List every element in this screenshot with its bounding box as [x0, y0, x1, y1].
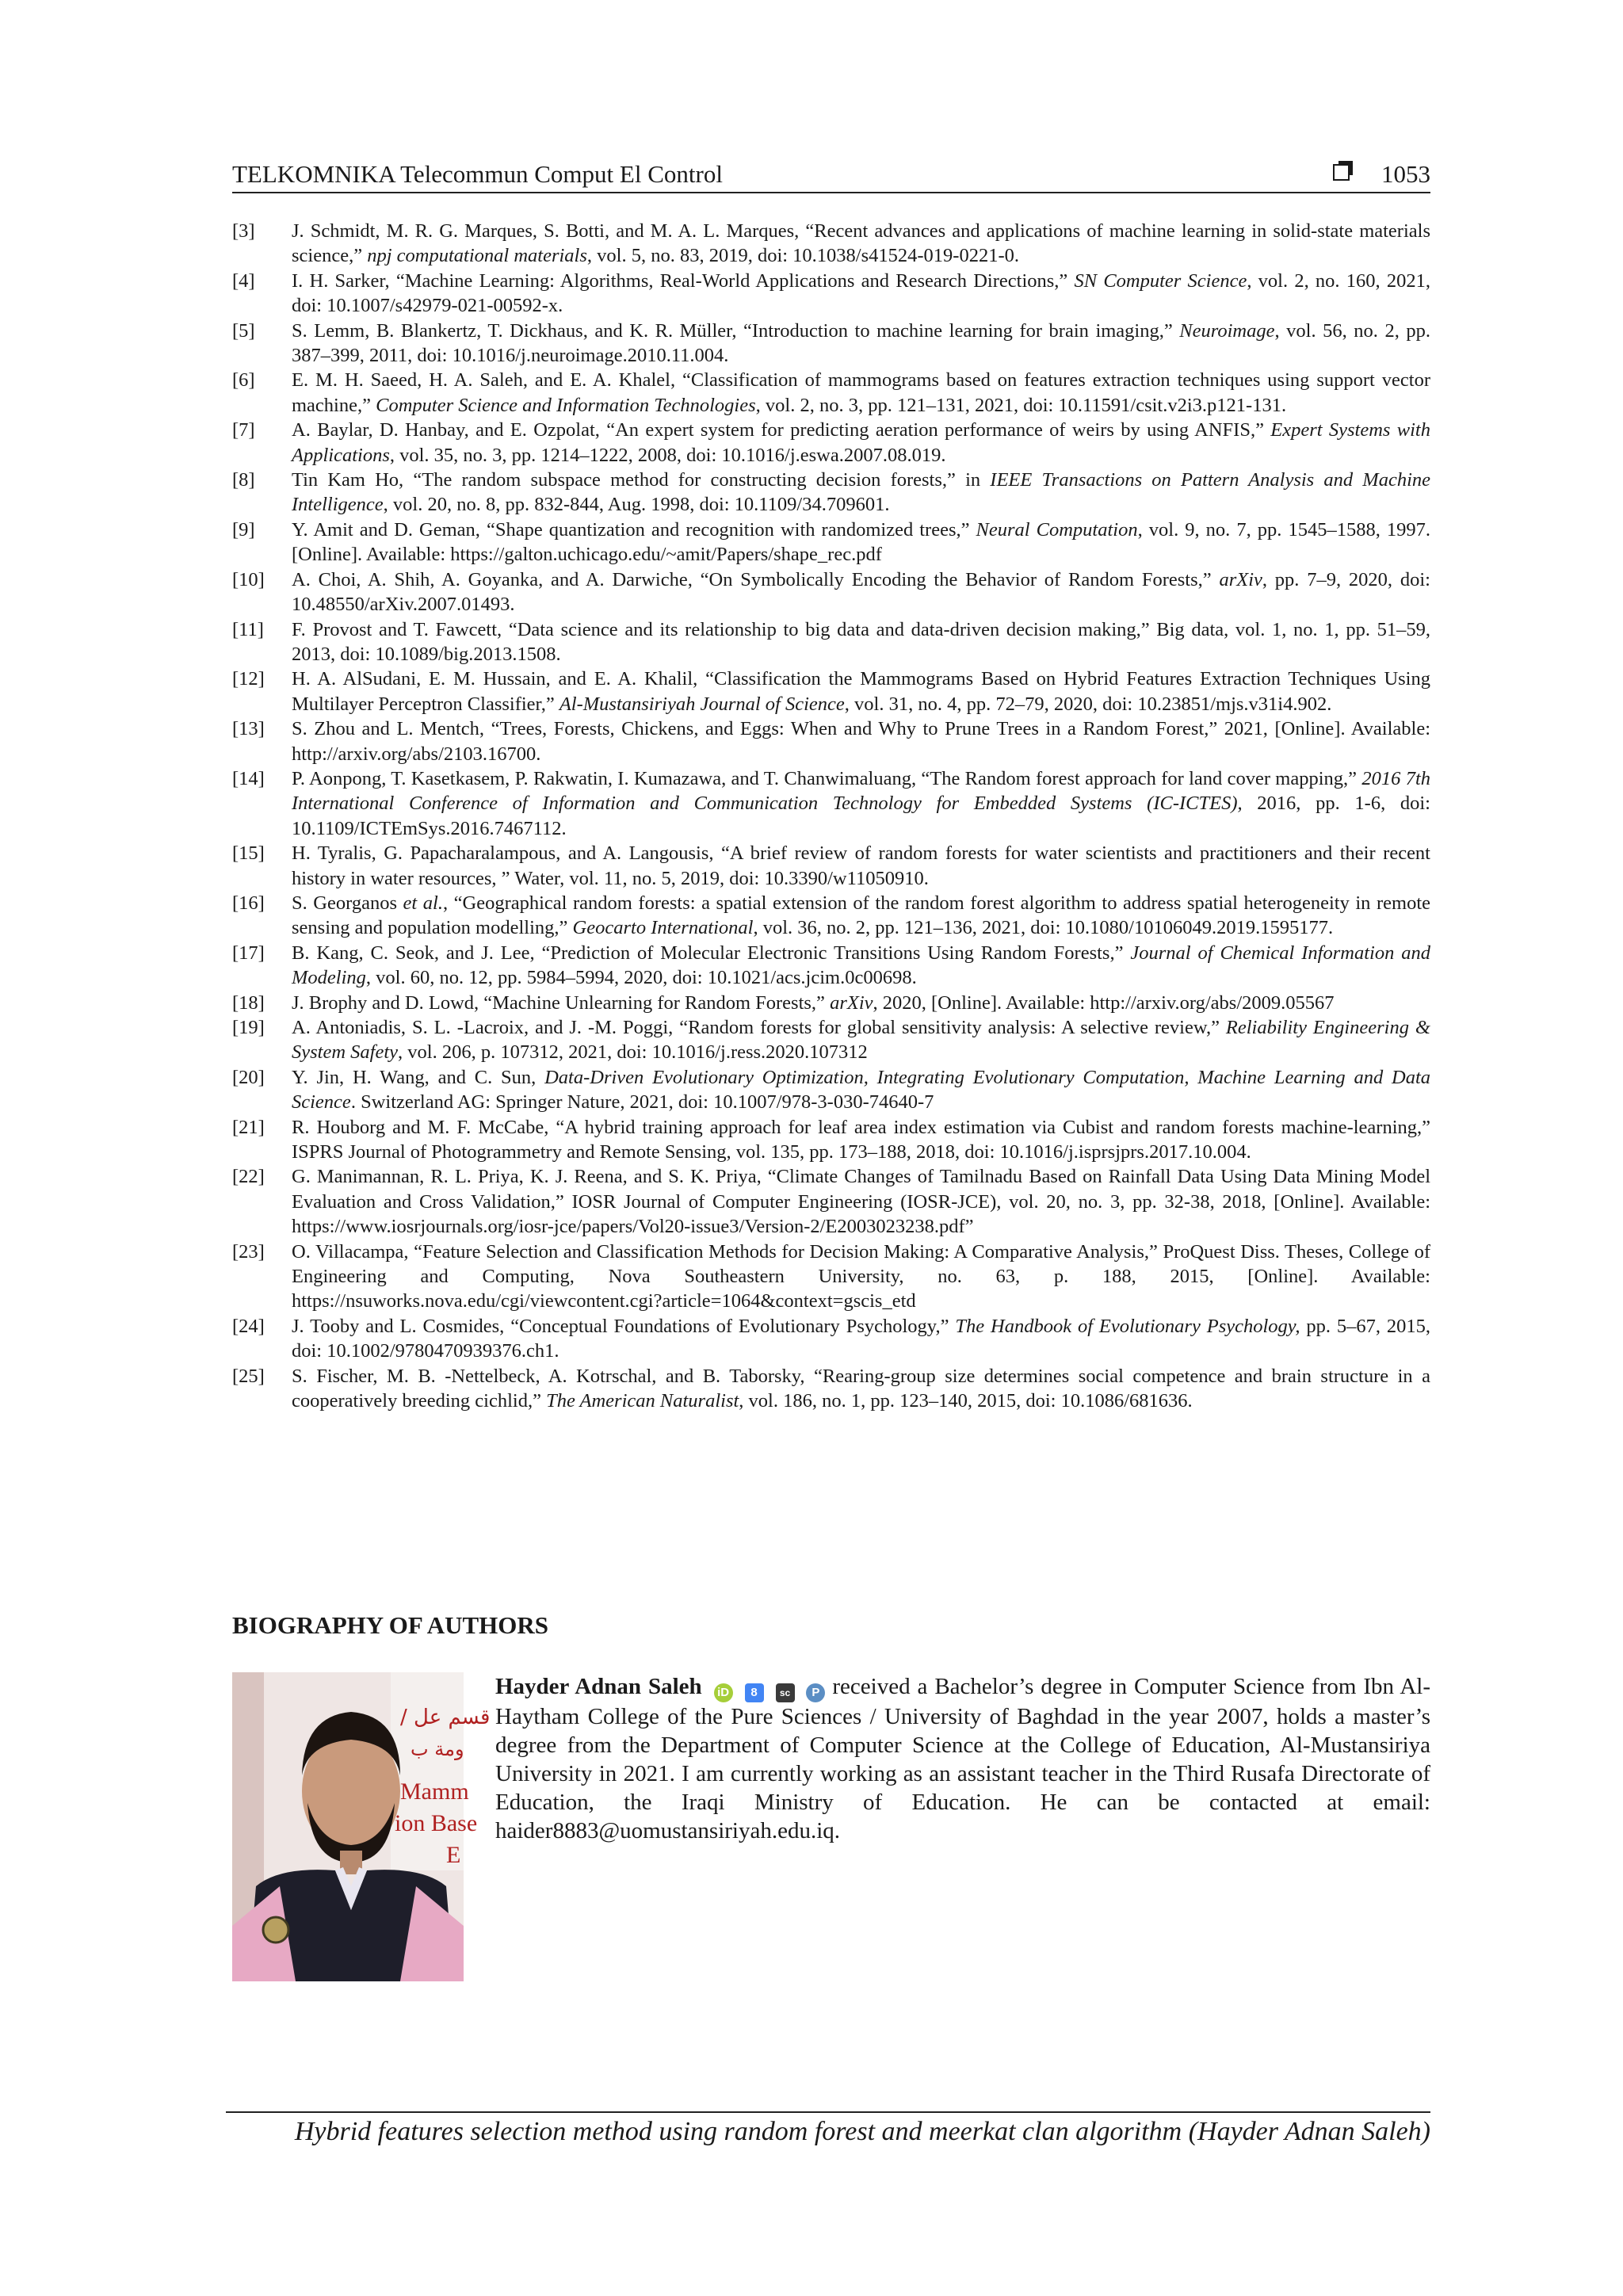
- reference-item: [232, 1015, 1430, 1065]
- reference-segment: F. Provost and T. Fawcett, “Data science and its relationship to big data and data-driven decision making,” Big data, vol. 1, no. 1, pp. 51–59, 2013, doi: 10.1089/big.2013.1508.: [292, 618, 1430, 665]
- reference-segment: , “Geographical random forests: a spatial extension of the random forest algorithm to address spatial heterogeneity in remote sensing and population modelling,”: [292, 892, 1431, 939]
- reference-segment: 2016, pp. 1-6, doi: 10.1109/ICTEmSys.2016.7467112.: [292, 793, 1430, 839]
- reference-segment: B. Kang, C. Seok, and J. Lee, “Prediction of Molecular Electronic Transitions Using Random Forests,”: [292, 942, 1131, 964]
- reference-text: [292, 667, 1430, 716]
- reference-item: [232, 1364, 1430, 1414]
- section-title: BIOGRAPHY OF AUTHORS: [232, 1611, 549, 1639]
- reference-item: [232, 617, 1430, 667]
- scopus-icon[interactable]: sc: [776, 1683, 795, 1702]
- reference-item: [232, 269, 1430, 319]
- banner-text-2: ومة ب: [411, 1738, 464, 1760]
- reference-text: [292, 991, 1430, 1015]
- reference-segment: P. Aonpong, T. Kasetkasem, P. Rakwatin, I. Kumazawa, and T. Chanwimaluang, “The Random forest approach for land cover mapping,”: [292, 767, 1362, 789]
- reference-text: [292, 1314, 1430, 1364]
- reference-segment: A. Baylar, D. Hanbay, and E. Ozpolat, “An expert system for predicting aeration performance of weirs by using ANFIS,”: [292, 419, 1271, 441]
- author-biography: [495, 1672, 1430, 1845]
- reference-venue: Neural Computation: [976, 518, 1138, 541]
- reference-segment: , pp. 7–9, 2020, doi: 10.48550/arXiv.2007.01493.: [292, 568, 1430, 616]
- reference-venue: Reliability Engineering & System Safety: [292, 1017, 1430, 1064]
- reference-text: [292, 1364, 1430, 1414]
- reference-segment: , vol. 186, no. 1, pp. 123–140, 2015, doi: 10.1086/681636.: [739, 1390, 1193, 1412]
- reference-number: [25]: [232, 1365, 265, 1387]
- reference-item: [232, 319, 1430, 369]
- reference-text: [292, 891, 1430, 941]
- reference-number: [15]: [232, 842, 265, 865]
- reference-number: [23]: [232, 1240, 265, 1263]
- checkbox-icon: [1333, 164, 1350, 181]
- reference-segment: , vol. 2, no. 3, pp. 121–131, 2021, doi: 10.11591/csit.v2i3.p121-131.: [755, 394, 1287, 416]
- reference-item: [232, 841, 1430, 891]
- reference-segment: A. Choi, A. Shih, A. Goyanka, and A. Darwiche, “On Symbolically Encoding the Behavior of Random Forests,”: [292, 568, 1220, 590]
- reference-item: [232, 567, 1430, 617]
- reference-segment: H. Tyralis, G. Papacharalampous, and A. Langousis, “A brief review of random forests for water scientists and practitioners and their recent history in water resources, ” Water, vol. 11, no. 5, 2019, doi: 10.3390/w11050910.: [292, 842, 1430, 889]
- orcid-icon[interactable]: iD: [714, 1683, 733, 1702]
- reference-item: [232, 766, 1430, 841]
- reference-item: [232, 1065, 1430, 1115]
- reference-venue: Expert Systems with Applications: [292, 419, 1430, 466]
- reference-number: [21]: [232, 1116, 265, 1138]
- reference-venue: Computer Science and Information Technologies: [376, 394, 756, 416]
- reference-item: [232, 1164, 1430, 1239]
- reference-item: [232, 991, 1430, 1015]
- reference-number: [11]: [232, 618, 264, 640]
- reference-segment: E. M. H. Saeed, H. A. Saleh, and E. A. Khalel, “Classification of mammograms based on features extraction techniques using support vector machine,”: [292, 369, 1430, 416]
- reference-number: [4]: [232, 269, 255, 292]
- reference-text: [292, 319, 1430, 369]
- reference-venue: npj computational materials: [367, 245, 587, 267]
- reference-text: [292, 1164, 1430, 1239]
- reference-text: [292, 269, 1430, 319]
- reference-item: [232, 941, 1430, 991]
- reference-number: [7]: [232, 419, 255, 441]
- reference-item: [232, 891, 1430, 941]
- reference-segment: J. Tooby and L. Cosmides, “Conceptual Foundations of Evolutionary Psychology,”: [292, 1315, 956, 1337]
- footer-divider: [226, 2111, 1430, 2113]
- reference-venue: SN Computer Science: [1074, 269, 1247, 292]
- reference-number: [19]: [232, 1017, 265, 1038]
- reference-number: [14]: [232, 767, 265, 789]
- reference-number: [13]: [232, 718, 265, 740]
- reference-venue: arXiv: [1219, 568, 1262, 590]
- reference-venue: Data-Driven Evolutionary Optimization, Integrating Evolutionary Computation, Machine Learning and Data Science: [292, 1066, 1430, 1114]
- reference-venue: The American Naturalist: [546, 1390, 739, 1412]
- reference-number: [3]: [232, 220, 255, 242]
- reference-text: [292, 468, 1430, 518]
- reference-segment: Y. Amit and D. Geman, “Shape quantization and recognition with randomized trees,”: [292, 518, 976, 541]
- reference-number: [22]: [232, 1166, 265, 1188]
- journal-title: TELKOMNIKA Telecommun Comput El Control: [232, 160, 723, 188]
- reference-text: [292, 1065, 1430, 1115]
- running-header: [232, 155, 1430, 193]
- reference-text: [292, 567, 1430, 617]
- banner-text-5: E: [446, 1842, 461, 1868]
- reference-segment: S. Lemm, B. Blankertz, T. Dickhaus, and K. R. Müller, “Introduction to machine learning for brain imaging,”: [292, 319, 1180, 342]
- reference-text: [292, 1015, 1430, 1065]
- reference-text: [292, 518, 1430, 567]
- reference-segment: S. Fischer, M. B. -Nettelbeck, A. Kotrschal, and B. Taborsky, “Rearing-group size determines social competence and brain structure in a cooperatively breeding cichlid,”: [292, 1365, 1430, 1412]
- reference-venue: Geocarto International: [572, 917, 754, 939]
- reference-segment: J. Brophy and D. Lowd, “Machine Unlearning for Random Forests,”: [292, 991, 831, 1014]
- reference-item: [232, 667, 1430, 716]
- reference-item: [232, 716, 1430, 766]
- reference-text: [292, 617, 1430, 667]
- banner-text-3: Mamm: [400, 1778, 469, 1805]
- reference-number: [9]: [232, 518, 255, 541]
- reference-item: [232, 219, 1430, 269]
- reference-text: [292, 716, 1430, 766]
- reference-item: [232, 468, 1430, 518]
- reference-segment: , 2020, [Online]. Available: http://arxiv.org/abs/2009.05567: [873, 991, 1335, 1014]
- reference-segment: O. Villacampa, “Feature Selection and Classification Methods for Decision Making: A Comparative Analysis,” ProQuest Diss. Theses, College of Engineering and Computing, Nova Southeastern University, no. 63, p. 188, 2015, [Online]. Available: https://nsuworks.nova.edu/cgi/viewcontent.cgi?article=1064&context=gscis_etd: [292, 1240, 1430, 1312]
- reference-segment: G. Manimannan, R. L. Priya, K. J. Reena, and S. K. Priya, “Climate Changes of Tamilnadu Based on Rainfall Data Using Data Mining Model Evaluation and Cross Validation,” IOSR Journal of Computer Engineering (IOSR-JCE), vol. 20, no. 3, pp. 32-38, 2018, [Online]. Available: https://www.iosrjournals.org/iosr-jce/papers/Vol20-issue3/Version-2/E2003023238.pdf”: [292, 1166, 1430, 1238]
- reference-item: [232, 518, 1430, 567]
- publons-icon[interactable]: P: [806, 1683, 825, 1702]
- biography-text: received a Bachelor’s degree in Computer Science from Ibn Al-Haytham College of the Pure Sciences / University of Baghdad in the year 2007, holds a master’s degree from the Department of Computer Science at the College of Education, Al-Mustansiriya University in 2021. I am currently working as an assistant teacher in the Third Rusafa Directorate of Education, the Iraqi Ministry of Education. He can be contacted at email: haider8883@uomustansiriyah.edu.iq.: [495, 1674, 1431, 1843]
- header-right: [1333, 159, 1430, 190]
- page-number: 1053: [1381, 160, 1430, 188]
- reference-item: [232, 1115, 1430, 1165]
- reference-segment: , vol. 5, no. 83, 2019, doi: 10.1038/s41524-019-0221-0.: [586, 245, 1020, 267]
- reference-venue: The Handbook of Evolutionary Psychology,: [955, 1315, 1300, 1337]
- reference-segment: H. A. AlSudani, E. M. Hussain, and E. A. Khalil, “Classification the Mammograms Based on Hybrid Features Extraction Techniques Using Multilayer Perceptron Classifier,”: [292, 668, 1430, 715]
- reference-text: [292, 941, 1430, 991]
- reference-segment: pp. 5–67, 2015, doi: 10.1002/9780470939376.ch1.: [292, 1315, 1431, 1362]
- reference-venue: Al-Mustansiriyah Journal of Science: [559, 693, 845, 715]
- reference-segment: , vol. 60, no. 12, pp. 5984–5994, 2020, doi: 10.1021/acs.jcim.0c00698.: [365, 967, 917, 989]
- reference-item: [232, 1240, 1430, 1314]
- reference-segment: . Switzerland AG: Springer Nature, 2021, doi: 10.1007/978-3-030-74640-7: [350, 1091, 934, 1114]
- reference-venue: Journal of Chemical Information and Modeling: [292, 942, 1430, 989]
- reference-text: [292, 1240, 1430, 1314]
- reference-number: [6]: [232, 369, 255, 392]
- reference-segment: , vol. 2, no. 160, 2021, doi: 10.1007/s42979-021-00592-x.: [292, 269, 1430, 317]
- reference-segment: , vol. 36, no. 2, pp. 121–136, 2021, doi: 10.1080/10106049.2019.1595177.: [753, 917, 1334, 939]
- reference-venue: 2016 7th International Conference of Information and Communication Technology for Embedded Systems (IC-ICTES),: [292, 767, 1430, 815]
- reference-text: [292, 766, 1430, 841]
- banner-text-1: / قسم عل: [400, 1706, 491, 1729]
- author-photo: [232, 1672, 491, 1981]
- reference-segment: Y. Jin, H. Wang, and C. Sun,: [292, 1066, 545, 1088]
- reference-number: [10]: [232, 568, 265, 590]
- reference-number: [18]: [232, 991, 265, 1014]
- reference-number: [8]: [232, 469, 255, 491]
- reference-item: [232, 1314, 1430, 1364]
- reference-venue: arXiv: [830, 991, 873, 1014]
- reference-segment: S. Georganos: [292, 892, 403, 914]
- reference-venue: IEEE Transactions on Pattern Analysis and Machine Intelligence: [292, 469, 1430, 516]
- author-name: Hayder Adnan Saleh: [495, 1674, 702, 1699]
- reference-venue: et al.: [403, 892, 443, 914]
- reference-segment: , vol. 31, no. 4, pp. 72–79, 2020, doi: 10.23851/mjs.v31i4.902.: [844, 693, 1332, 715]
- banner-text-4: ion Base: [395, 1810, 478, 1836]
- reference-list: [232, 219, 1430, 1414]
- running-footer: Hybrid features selection method using random forest and meerkat clan algorithm (Hayder Adnan Saleh): [294, 2117, 1430, 2146]
- reference-text: [292, 418, 1430, 468]
- reference-venue: Neuroimage: [1179, 319, 1275, 342]
- reference-segment: I. H. Sarker, “Machine Learning: Algorithms, Real-World Applications and Research Directions,”: [292, 269, 1075, 292]
- google-scholar-icon[interactable]: 8: [745, 1683, 764, 1702]
- reference-segment: , vol. 20, no. 8, pp. 832-844, Aug. 1998, doi: 10.1109/34.709601.: [383, 494, 890, 516]
- reference-text: [292, 368, 1430, 418]
- reference-number: [12]: [232, 668, 265, 690]
- reference-number: [20]: [232, 1066, 265, 1088]
- reference-text: [292, 841, 1430, 891]
- reference-segment: R. Houborg and M. F. McCabe, “A hybrid training approach for leaf area index estimation via Cubist and random forests machine-learning,” ISPRS Journal of Photogrammetry and Remote Sensing, vol. 135, pp. 173–188, 2018, doi: 10.1016/j.isprsjprs.2017.10.004.: [292, 1116, 1430, 1163]
- reference-segment: J. Schmidt, M. R. G. Marques, S. Botti, and M. A. L. Marques, “Recent advances and applications of machine learning in solid-state materials science,”: [292, 220, 1430, 267]
- reference-item: [232, 418, 1430, 468]
- reference-text: [292, 1115, 1430, 1165]
- reference-number: [16]: [232, 892, 265, 914]
- reference-segment: , vol. 35, no. 3, pp. 1214–1222, 2008, doi: 10.1016/j.eswa.2007.08.019.: [389, 444, 946, 466]
- reference-number: [5]: [232, 319, 255, 342]
- reference-segment: , vol. 9, no. 7, pp. 1545–1588, 1997. [Online]. Available: https://galton.uchicago.edu/~amit/Papers/shape_rec.pdf: [292, 518, 1430, 566]
- reference-number: [17]: [232, 942, 265, 964]
- reference-segment: A. Antoniadis, S. L. -Lacroix, and J. -M. Poggi, “Random forests for global sensitivity analysis: A selective review,”: [292, 1017, 1226, 1038]
- reference-segment: Tin Kam Ho, “The random subspace method for constructing decision forests,” in: [292, 469, 991, 491]
- reference-text: [292, 219, 1430, 269]
- reference-item: [232, 368, 1430, 418]
- reference-segment: , vol. 206, p. 107312, 2021, doi: 10.1016/j.ress.2020.107312: [398, 1041, 868, 1064]
- reference-segment: S. Zhou and L. Mentch, “Trees, Forests, Chickens, and Eggs: When and Why to Prune Trees in a Random Forest,” 2021, [Online]. Available: http://arxiv.org/abs/2103.16700.: [292, 718, 1430, 765]
- reference-number: [24]: [232, 1315, 265, 1337]
- reference-segment: , vol. 56, no. 2, pp. 387–399, 2011, doi: 10.1016/j.neuroimage.2010.11.004.: [292, 319, 1430, 367]
